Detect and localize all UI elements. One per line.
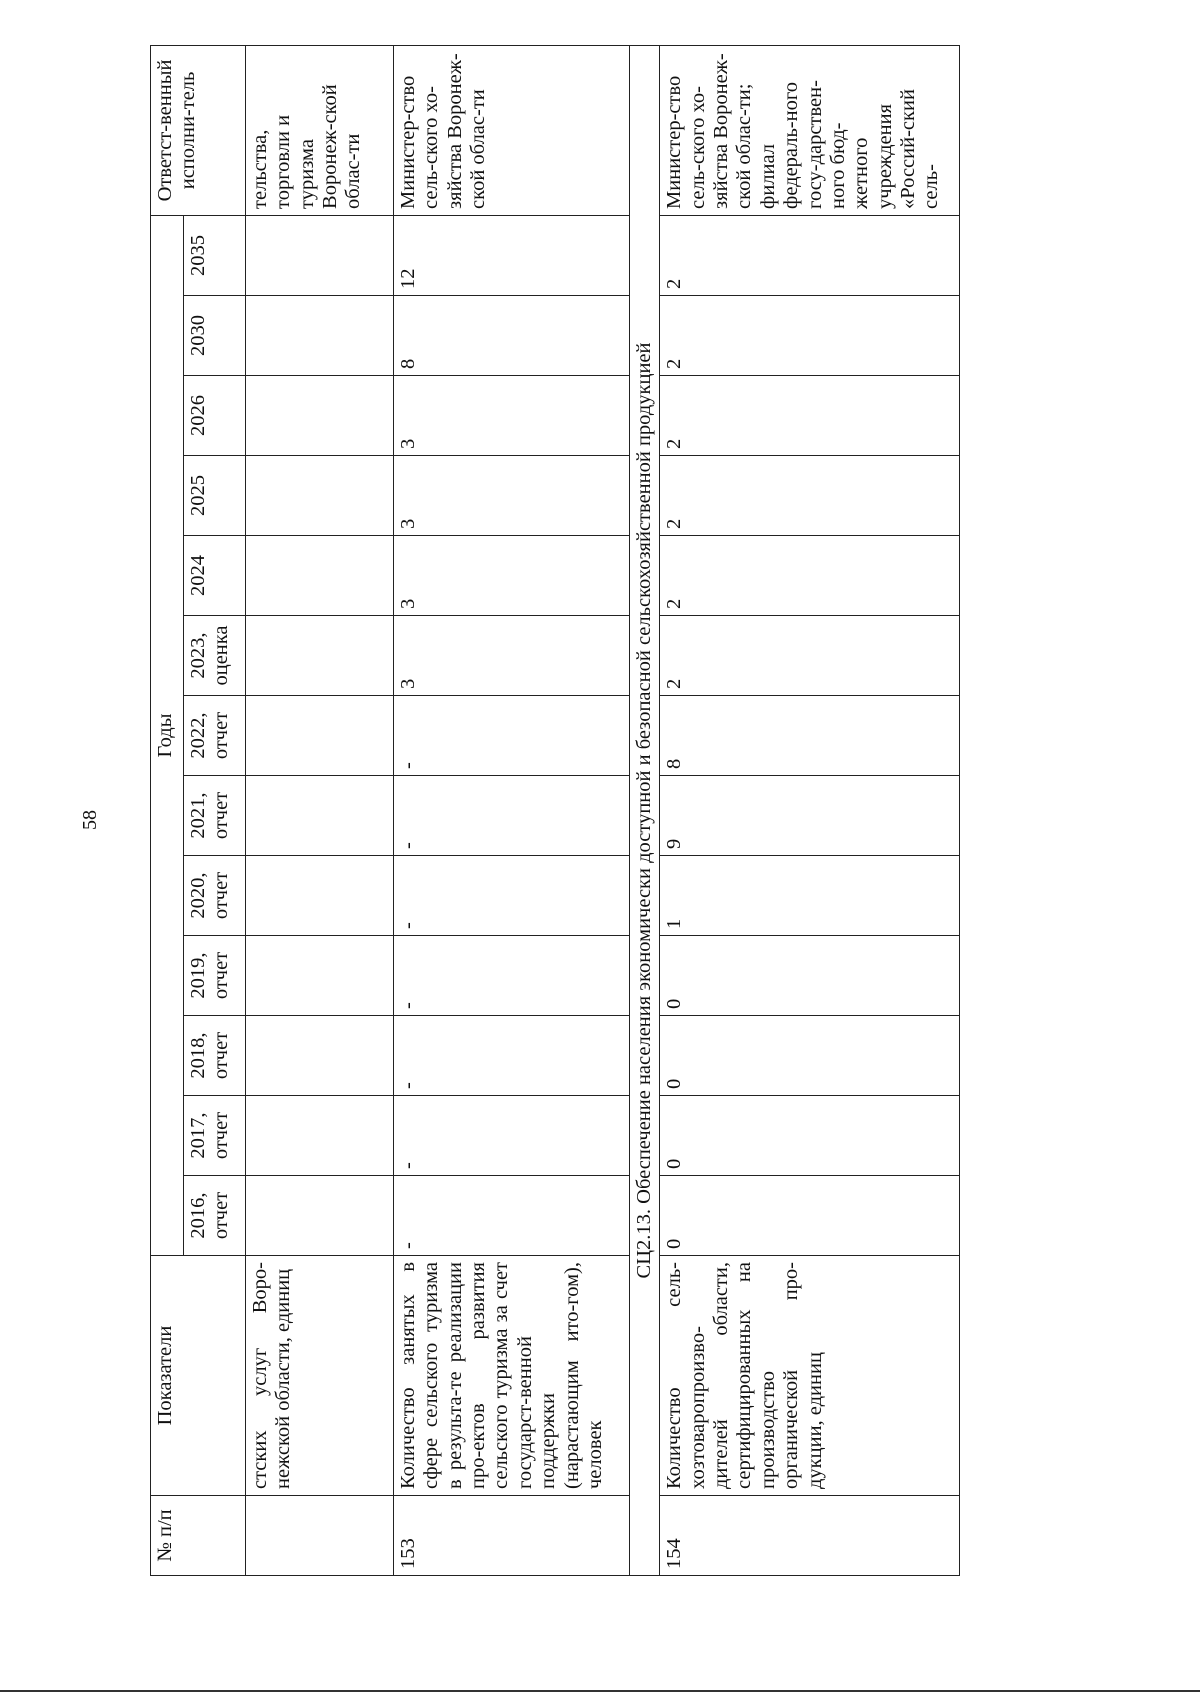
value-cell: 12 [394,215,630,295]
year-header: 2022, отчет [184,696,246,776]
row-number [246,1496,394,1576]
responsible-cell: Министер-ство сель-ского хо-зяйства Воронеж-ской облас-ти; филиал федераль-ного госу-дарствен-ного бюд-жетного учреждения «Россий-ский сель- [660,45,960,215]
value-cell [246,936,394,1016]
value-cell [246,376,394,456]
value-cell [246,215,394,295]
year-header: 2030 [184,296,246,376]
year-header: 2024 [184,536,246,616]
value-cell: - [394,776,630,856]
year-header: 2018, отчет [184,1016,246,1096]
value-cell [246,296,394,376]
value-cell: 3 [394,376,630,456]
value-cell: 2 [660,215,960,295]
value-cell [246,856,394,936]
value-cell: 2 [660,376,960,456]
page-number: 58 [79,810,101,830]
value-cell: - [394,1176,630,1256]
value-cell: 0 [660,1176,960,1256]
indicators-table [150,45,960,1576]
indicator-cell: Количество занятых в сфере сельского туризма в результа-те реализации про-ектов развития сельского туризма за счет государст-венной поддержки (нарастающим ито-гом), человек [394,1256,630,1496]
indicator-cell: стских услуг Воро-нежской области, единиц [246,1256,394,1496]
value-cell: 1 [660,856,960,936]
row-number: 154 [660,1496,960,1576]
value-cell [246,536,394,616]
value-cell: 0 [660,936,960,1016]
value-cell: 3 [394,536,630,616]
value-cell [246,1096,394,1176]
year-header: 2020, отчет [184,856,246,936]
value-cell [246,1016,394,1096]
year-header: 2019, отчет [184,936,246,1016]
year-header: 2016, отчет [184,1176,246,1256]
year-header: 2026 [184,376,246,456]
table-row [246,45,394,1575]
value-cell: 2 [660,456,960,536]
responsible-cell: тельства, торговли и туризма Воронеж-ской облас-ти [246,45,394,215]
column-header-no: № п/п [151,1496,246,1576]
value-cell: 2 [660,536,960,616]
value-cell [246,456,394,536]
year-header: 2017, отчет [184,1096,246,1176]
value-cell [246,1176,394,1256]
value-cell [246,696,394,776]
value-cell: 9 [660,776,960,856]
column-header-years: Годы [151,215,184,1255]
row-number: 153 [394,1496,630,1576]
column-header-responsible: Ответст-венный исполни-тель [151,45,246,215]
column-header-indicators: Показатели [151,1256,246,1496]
indicator-cell: Количество сель-хозтоваропроизво-дителей области, сертифицированных на производство органической про-дукции, единиц [660,1256,960,1496]
value-cell: 0 [660,1016,960,1096]
rotated-table-container [150,46,1200,1576]
value-cell: - [394,1016,630,1096]
table-row [394,45,630,1575]
value-cell [246,776,394,856]
year-header: 2025 [184,456,246,536]
year-header: 2035 [184,215,246,295]
responsible-cell: Министер-ство сель-ского хо-зяйства Воронеж-ской облас-ти [394,45,630,215]
year-header: 2021, отчет [184,776,246,856]
value-cell: 2 [660,296,960,376]
year-header: 2023, оценка [184,616,246,696]
value-cell: 8 [394,296,630,376]
value-cell: - [394,696,630,776]
value-cell: 2 [660,616,960,696]
value-cell: 3 [394,616,630,696]
value-cell: - [394,856,630,936]
value-cell: 3 [394,456,630,536]
value-cell: 8 [660,696,960,776]
value-cell: - [394,1096,630,1176]
value-cell: 0 [660,1096,960,1176]
page-bottom-rule [0,1690,1200,1692]
value-cell: - [394,936,630,1016]
value-cell [246,616,394,696]
table-row [660,45,960,1575]
section-row [630,45,660,1575]
section-title: СЦ2.13. Обеспечение населения экономически доступной и безопасной сельскохозяйственной продукцией [630,45,660,1575]
